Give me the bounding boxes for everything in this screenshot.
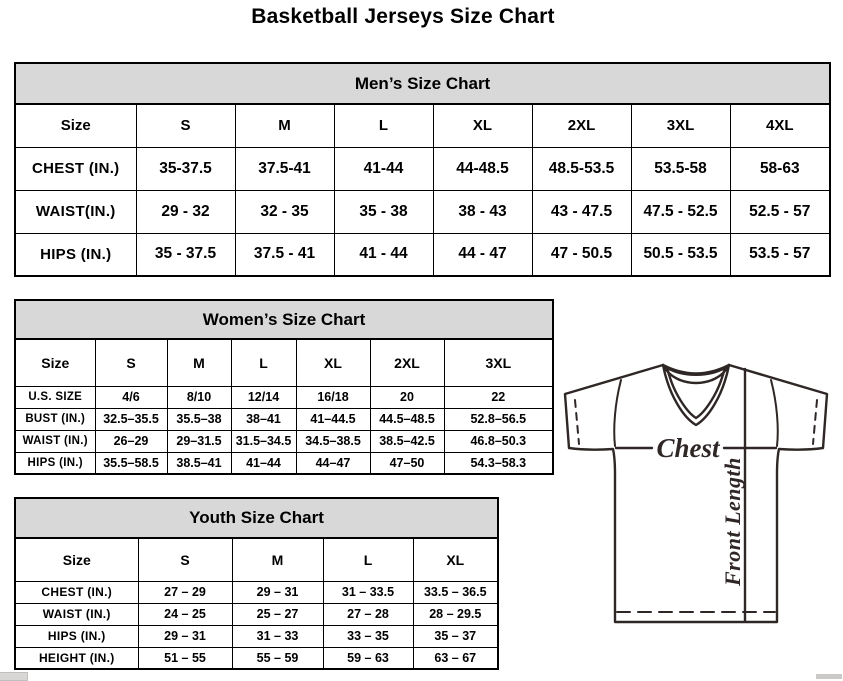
value-cell: 33.5 – 36.5 [413, 581, 498, 603]
row-label-cell: WAIST(IN.) [15, 190, 136, 233]
value-cell: 52.5 - 57 [730, 190, 830, 233]
front-length-label: Front Length [720, 457, 745, 586]
row-label-cell: HIPS (IN.) [15, 625, 138, 647]
value-cell: 27 – 29 [138, 581, 232, 603]
size-column-header: 4XL [730, 104, 830, 147]
value-cell: 52.8–56.5 [444, 408, 553, 430]
value-cell: 38–41 [231, 408, 296, 430]
value-cell: 50.5 - 53.5 [631, 233, 730, 276]
size-column-header: L [323, 538, 413, 581]
value-cell: 35.5–58.5 [95, 452, 167, 474]
table-row [15, 452, 553, 474]
value-cell: 43 - 47.5 [532, 190, 631, 233]
chart-title-row [15, 498, 498, 538]
table-row [15, 625, 498, 647]
value-cell: 35 – 37 [413, 625, 498, 647]
value-cell: 31 – 33 [232, 625, 323, 647]
table-row [15, 386, 553, 408]
value-cell: 47.5 - 52.5 [631, 190, 730, 233]
value-cell: 41 - 44 [334, 233, 433, 276]
value-cell: 53.5-58 [631, 147, 730, 190]
value-cell: 31 – 33.5 [323, 581, 413, 603]
jersey-measurement-diagram [553, 358, 843, 633]
value-cell: 47 - 50.5 [532, 233, 631, 276]
size-column-header: M [167, 339, 231, 386]
size-column-header: 2XL [370, 339, 444, 386]
value-cell: 35-37.5 [136, 147, 235, 190]
value-cell: 59 – 63 [323, 647, 413, 669]
value-cell: 35 - 37.5 [136, 233, 235, 276]
horizontal-scrollbar-fragment-right[interactable] [816, 674, 842, 679]
value-cell: 37.5-41 [235, 147, 334, 190]
chart-title: Women’s Size Chart [15, 300, 553, 339]
value-cell: 28 – 29.5 [413, 603, 498, 625]
row-label-cell: BUST (IN.) [15, 408, 95, 430]
value-cell: 31.5–34.5 [231, 430, 296, 452]
value-cell: 54.3–58.3 [444, 452, 553, 474]
value-cell: 24 – 25 [138, 603, 232, 625]
youth-size-chart-table [14, 497, 499, 670]
chart-title-row [15, 300, 553, 339]
value-cell: 20 [370, 386, 444, 408]
value-cell: 27 – 28 [323, 603, 413, 625]
value-cell: 47–50 [370, 452, 444, 474]
table-row [15, 147, 830, 190]
size-column-header: S [138, 538, 232, 581]
value-cell: 34.5–38.5 [296, 430, 370, 452]
row-label-cell: HIPS (IN.) [15, 452, 95, 474]
value-cell: 63 – 67 [413, 647, 498, 669]
size-column-header: L [231, 339, 296, 386]
size-corner-header: Size [15, 339, 95, 386]
value-cell: 32.5–35.5 [95, 408, 167, 430]
size-column-header: XL [413, 538, 498, 581]
value-cell: 41–44 [231, 452, 296, 474]
value-cell: 38.5–42.5 [370, 430, 444, 452]
value-cell: 55 – 59 [232, 647, 323, 669]
jersey-outline [565, 365, 827, 622]
chest-label: Chest [656, 433, 720, 463]
row-label-cell: U.S. SIZE [15, 386, 95, 408]
row-label-cell: WAIST (IN.) [15, 603, 138, 625]
value-cell: 35 - 38 [334, 190, 433, 233]
size-column-header: 3XL [444, 339, 553, 386]
column-header-row [15, 538, 498, 581]
row-label-cell: HEIGHT (IN.) [15, 647, 138, 669]
value-cell: 48.5-53.5 [532, 147, 631, 190]
value-cell: 37.5 - 41 [235, 233, 334, 276]
value-cell: 8/10 [167, 386, 231, 408]
value-cell: 41-44 [334, 147, 433, 190]
value-cell: 35.5–38 [167, 408, 231, 430]
table-row [15, 430, 553, 452]
table-row [15, 233, 830, 276]
value-cell: 32 - 35 [235, 190, 334, 233]
value-cell: 25 – 27 [232, 603, 323, 625]
size-column-header: M [232, 538, 323, 581]
size-column-header: M [235, 104, 334, 147]
chart-title-row [15, 63, 830, 104]
chart-title: Men’s Size Chart [15, 63, 830, 104]
table-row [15, 190, 830, 233]
value-cell: 29 – 31 [232, 581, 323, 603]
row-label-cell: CHEST (IN.) [15, 147, 136, 190]
value-cell: 29 - 32 [136, 190, 235, 233]
value-cell: 33 – 35 [323, 625, 413, 647]
value-cell: 29–31.5 [167, 430, 231, 452]
size-corner-header: Size [15, 104, 136, 147]
womens-size-chart-table [14, 299, 554, 475]
value-cell: 38 - 43 [433, 190, 532, 233]
value-cell: 12/14 [231, 386, 296, 408]
table-row [15, 581, 498, 603]
size-column-header: S [136, 104, 235, 147]
value-cell: 44 - 47 [433, 233, 532, 276]
value-cell: 29 – 31 [138, 625, 232, 647]
table-row [15, 647, 498, 669]
value-cell: 22 [444, 386, 553, 408]
size-column-header: S [95, 339, 167, 386]
value-cell: 41–44.5 [296, 408, 370, 430]
value-cell: 44.5–48.5 [370, 408, 444, 430]
chart-title: Youth Size Chart [15, 498, 498, 538]
table-row [15, 603, 498, 625]
value-cell: 46.8–50.3 [444, 430, 553, 452]
size-corner-header: Size [15, 538, 138, 581]
size-column-header: 2XL [532, 104, 631, 147]
horizontal-scrollbar-fragment-left[interactable] [0, 672, 28, 681]
size-column-header: XL [296, 339, 370, 386]
value-cell: 26–29 [95, 430, 167, 452]
value-cell: 44-48.5 [433, 147, 532, 190]
row-label-cell: WAIST (IN.) [15, 430, 95, 452]
column-header-row [15, 339, 553, 386]
row-label-cell: CHEST (IN.) [15, 581, 138, 603]
page-title: Basketball Jerseys Size Chart [251, 5, 555, 28]
size-column-header: L [334, 104, 433, 147]
value-cell: 51 – 55 [138, 647, 232, 669]
value-cell: 58-63 [730, 147, 830, 190]
value-cell: 16/18 [296, 386, 370, 408]
mens-size-chart-table [14, 62, 831, 277]
value-cell: 44–47 [296, 452, 370, 474]
value-cell: 53.5 - 57 [730, 233, 830, 276]
column-header-row [15, 104, 830, 147]
size-column-header: XL [433, 104, 532, 147]
value-cell: 4/6 [95, 386, 167, 408]
size-column-header: 3XL [631, 104, 730, 147]
row-label-cell: HIPS (IN.) [15, 233, 136, 276]
value-cell: 38.5–41 [167, 452, 231, 474]
table-row [15, 408, 553, 430]
